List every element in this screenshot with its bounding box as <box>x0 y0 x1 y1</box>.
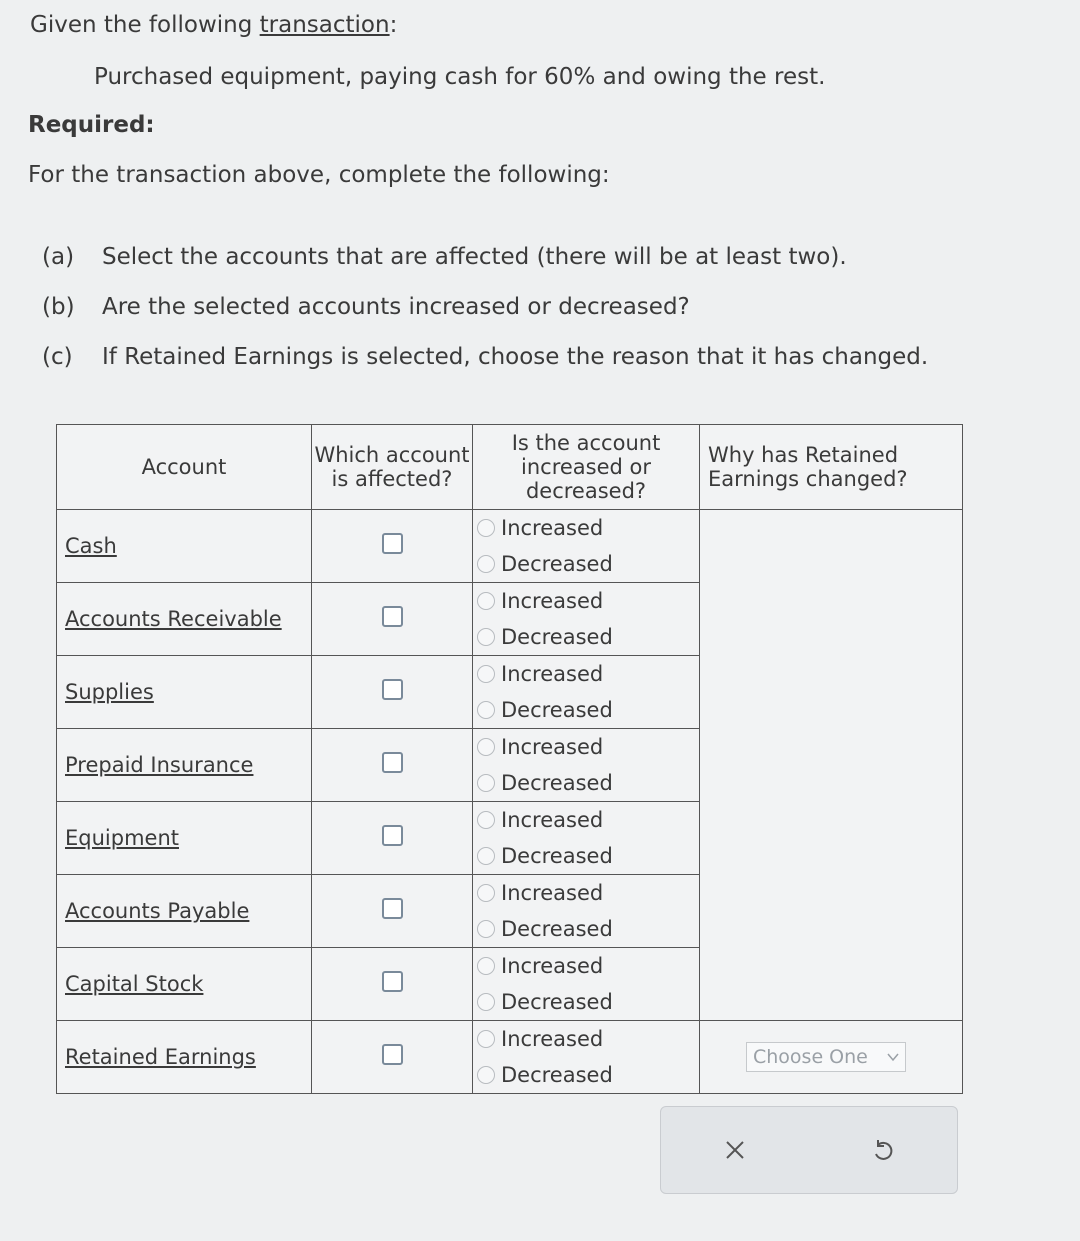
radio-button[interactable] <box>477 1030 495 1048</box>
decreased-option[interactable]: Decreased <box>473 1057 699 1093</box>
decreased-option[interactable]: Decreased <box>473 765 699 801</box>
radio-button[interactable] <box>477 774 495 792</box>
increased-option[interactable]: Increased <box>473 656 699 692</box>
change-cell <box>473 875 700 948</box>
radio-button[interactable] <box>477 738 495 756</box>
account-cell <box>57 948 312 1021</box>
required-heading: Required: <box>28 112 155 138</box>
radio-button[interactable] <box>477 847 495 865</box>
radio-button[interactable] <box>477 555 495 573</box>
account-link[interactable]: Capital Stock <box>65 972 204 996</box>
affected-cell <box>312 729 473 802</box>
radio-button[interactable] <box>477 811 495 829</box>
increased-option[interactable]: Increased <box>473 802 699 838</box>
why-cell <box>700 1021 963 1094</box>
affected-checkbox[interactable] <box>382 898 403 919</box>
decreased-option[interactable]: Decreased <box>473 692 699 728</box>
table-row <box>57 510 963 583</box>
account-link[interactable]: Supplies <box>65 680 154 704</box>
instruction-text: For the transaction above, complete the following: <box>28 162 610 188</box>
answer-toolbar <box>660 1106 958 1194</box>
radio-button[interactable] <box>477 993 495 1011</box>
account-link[interactable]: Retained Earnings <box>65 1045 256 1069</box>
header-account: Account <box>57 425 312 510</box>
account-cell <box>57 656 312 729</box>
increased-option[interactable]: Increased <box>473 1021 699 1057</box>
affected-checkbox[interactable] <box>382 679 403 700</box>
reason-select[interactable]: Choose One <box>746 1042 906 1072</box>
affected-checkbox[interactable] <box>382 533 403 554</box>
affected-cell <box>312 510 473 583</box>
why-empty-cell <box>700 510 963 1021</box>
radio-button[interactable] <box>477 701 495 719</box>
chevron-down-icon <box>887 1052 899 1062</box>
change-cell <box>473 802 700 875</box>
account-link[interactable]: Accounts Payable <box>65 899 250 923</box>
decreased-option[interactable]: Decreased <box>473 838 699 874</box>
account-link[interactable]: Accounts Receivable <box>65 607 282 631</box>
decreased-option[interactable]: Decreased <box>473 546 699 582</box>
change-cell <box>473 729 700 802</box>
question-a: (a) Select the accounts that are affected (there will be at least two). <box>42 244 847 270</box>
affected-checkbox[interactable] <box>382 752 403 773</box>
affected-checkbox[interactable] <box>382 825 403 846</box>
transaction-link[interactable]: transaction <box>259 12 390 38</box>
increased-option[interactable]: Increased <box>473 875 699 911</box>
account-link[interactable]: Equipment <box>65 826 179 850</box>
affected-cell <box>312 656 473 729</box>
decreased-option[interactable]: Decreased <box>473 984 699 1020</box>
account-cell <box>57 729 312 802</box>
decreased-option[interactable]: Decreased <box>473 619 699 655</box>
account-cell <box>57 583 312 656</box>
radio-button[interactable] <box>477 592 495 610</box>
reset-button[interactable] <box>863 1130 903 1170</box>
account-cell <box>57 1021 312 1094</box>
increased-option[interactable]: Increased <box>473 583 699 619</box>
increased-option[interactable]: Increased <box>473 510 699 546</box>
question-b: (b) Are the selected accounts increased or decreased? <box>42 294 690 320</box>
affected-checkbox[interactable] <box>382 606 403 627</box>
account-link[interactable]: Prepaid Insurance <box>65 753 254 777</box>
decreased-option[interactable]: Decreased <box>473 911 699 947</box>
account-cell <box>57 875 312 948</box>
header-why: Why has Retained Earnings changed? <box>700 425 963 510</box>
account-cell <box>57 510 312 583</box>
transaction-text: Purchased equipment, paying cash for 60% and owing the rest. <box>94 64 826 90</box>
change-cell <box>473 1021 700 1094</box>
header-affected: Which account is affected? <box>312 425 473 510</box>
affected-cell <box>312 875 473 948</box>
change-cell <box>473 510 700 583</box>
affected-cell <box>312 802 473 875</box>
increased-option[interactable]: Increased <box>473 948 699 984</box>
radio-button[interactable] <box>477 957 495 975</box>
close-icon <box>723 1138 747 1162</box>
question-list <box>42 232 928 382</box>
affected-cell <box>312 1021 473 1094</box>
undo-icon <box>870 1137 896 1163</box>
affected-checkbox[interactable] <box>382 971 403 992</box>
radio-button[interactable] <box>477 665 495 683</box>
radio-button[interactable] <box>477 920 495 938</box>
radio-button[interactable] <box>477 628 495 646</box>
affected-cell <box>312 583 473 656</box>
change-cell <box>473 948 700 1021</box>
increased-option[interactable]: Increased <box>473 729 699 765</box>
radio-button[interactable] <box>477 1066 495 1084</box>
account-link[interactable]: Cash <box>65 534 117 558</box>
account-cell <box>57 802 312 875</box>
header-change: Is the account increased or decreased? <box>473 425 700 510</box>
accounts-table <box>56 424 963 1094</box>
radio-button[interactable] <box>477 884 495 902</box>
change-cell <box>473 583 700 656</box>
change-cell <box>473 656 700 729</box>
given-line: Given the following transaction: <box>30 12 398 38</box>
clear-button[interactable] <box>715 1130 755 1170</box>
table-row <box>57 1021 963 1094</box>
affected-cell <box>312 948 473 1021</box>
question-c: (c) If Retained Earnings is selected, choose the reason that it has changed. <box>42 344 929 370</box>
radio-button[interactable] <box>477 519 495 537</box>
affected-checkbox[interactable] <box>382 1044 403 1065</box>
